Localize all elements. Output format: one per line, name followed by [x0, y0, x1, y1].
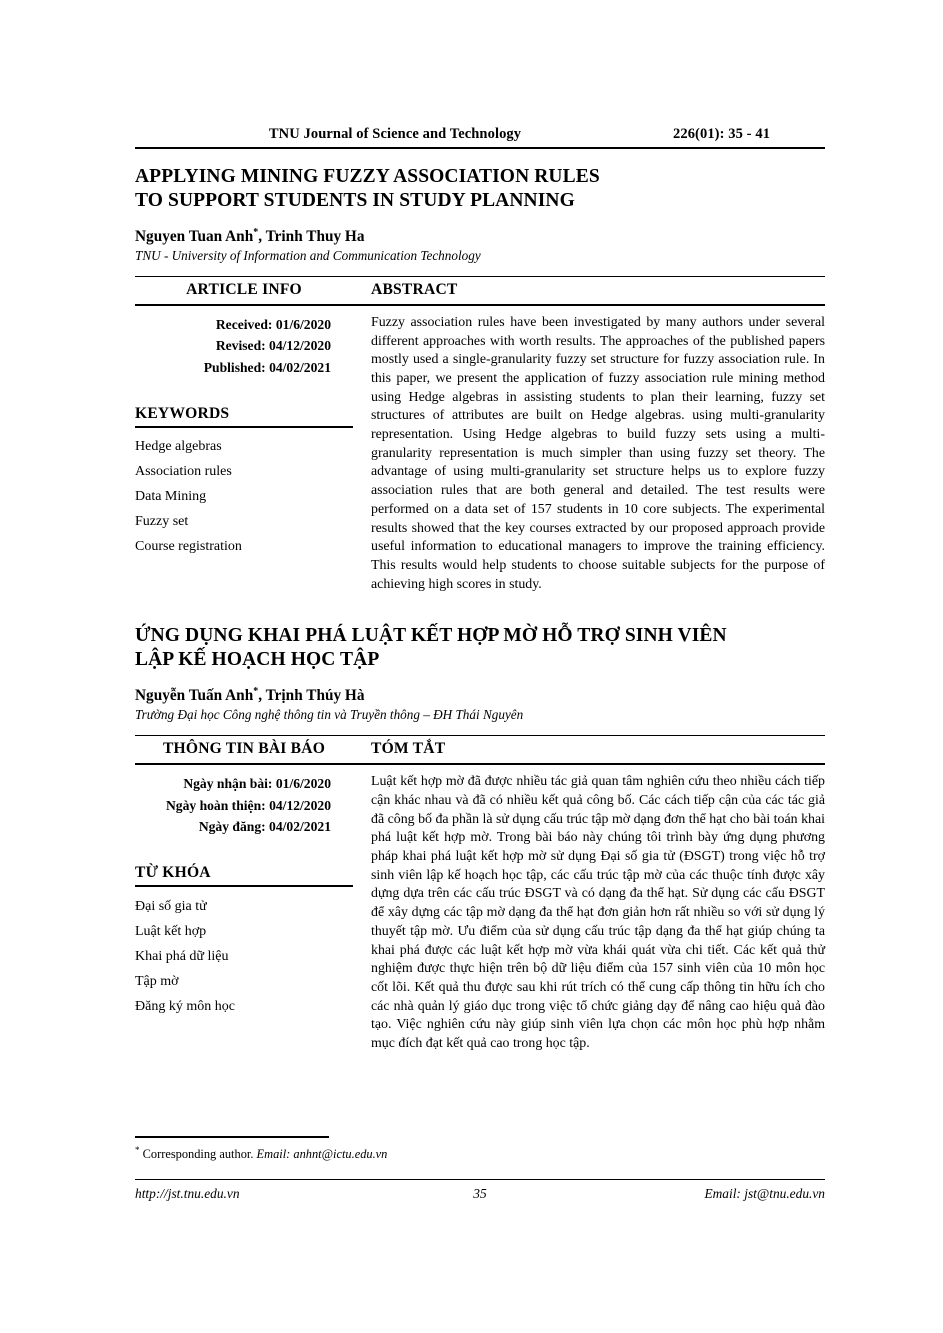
journal-name: TNU Journal of Science and Technology [268, 126, 522, 142]
article-info-header-vi: THÔNG TIN BÀI BÁO [162, 740, 326, 758]
footer-email-label: Email: [704, 1186, 741, 1202]
affiliation-en: TNU - University of Information and Communication Technology [135, 248, 481, 263]
article-info-col-en [135, 314, 367, 595]
keyword-item: Data Mining [135, 489, 207, 505]
authors-en-rest: , Trinh Thuy Ha [258, 227, 365, 245]
running-head-rule [135, 147, 825, 149]
footnote-email[interactable]: anhnt@ictu.edu.vn [293, 1147, 388, 1162]
corresponding-author-note [135, 1138, 825, 1162]
issue-pages: 226(01): 35 - 41 [673, 126, 771, 142]
paper-title-vi-line2: LẬP KẾ HOẠCH HỌC TẬP [135, 649, 380, 671]
authors-vi [135, 686, 825, 705]
footnote-label: Corresponding author. [142, 1147, 254, 1162]
footer-email-block [565, 1186, 825, 1202]
article-info-header-en: ARTICLE INFO [186, 280, 302, 298]
abstract-header-en: ABSTRACT [371, 280, 458, 298]
footer-url[interactable]: http://jst.tnu.edu.vn [135, 1186, 240, 1202]
abstract-header-row-vi [135, 736, 825, 763]
authors-vi-name: Nguyễn Tuấn Anh [135, 687, 254, 705]
authors-en [135, 227, 825, 246]
footer-spacer [135, 1162, 825, 1179]
article-info-col-vi [135, 773, 367, 1054]
date-published-en: Published: 04/02/2021 [203, 360, 331, 376]
date-received-en: Received: 01/6/2020 [215, 316, 331, 332]
page-content [135, 126, 825, 1054]
paper-title-vi [135, 624, 825, 672]
keywords-list-en [135, 428, 353, 560]
date-revised-en: Revised: 04/12/2020 [215, 338, 331, 354]
abstract-body-row-en [135, 306, 825, 595]
paper-title-en-line2: TO SUPPORT STUDENTS IN STUDY PLANNING [135, 189, 575, 211]
date-revised-vi: Ngày hoàn thiện: 04/12/2020 [165, 797, 331, 813]
page-footer [135, 1180, 825, 1202]
authors-vi-rest: , Trịnh Thúy Hà [258, 687, 365, 705]
paper-title-en-line1: APPLYING MINING FUZZY ASSOCIATION RULES [135, 166, 600, 187]
running-head [135, 126, 825, 147]
abstract-header-row-en [135, 277, 825, 304]
abstract-block-en [135, 276, 825, 595]
abstract-col-vi [367, 773, 825, 1054]
corresponding-author-marker-en: * [253, 226, 259, 238]
abstract-block-vi [135, 735, 825, 1054]
dates-list-en [135, 314, 353, 379]
keyword-item: Fuzzy set [135, 514, 189, 530]
keyword-item: Đại số gia tử [135, 898, 207, 914]
keyword-item: Tập mờ [135, 973, 179, 989]
footnote-marker: * [135, 1145, 140, 1155]
keywords-header-vi: TỪ KHÓA [135, 864, 211, 882]
page-footer-area [135, 1136, 825, 1202]
keywords-header-en: KEYWORDS [135, 404, 230, 422]
footer-email[interactable]: jst@tnu.edu.vn [744, 1186, 825, 1202]
footnote-email-label: Email: [256, 1147, 291, 1162]
dates-list-vi [135, 773, 353, 838]
abstract-header-vi: TÓM TẮT [371, 740, 446, 758]
abstract-text-vi: Luật kết hợp mờ đã được nhiều tác giả quan tâm nghiên cứu theo nhiều cách tiếp cận khác nhau và đã có nhiều kết quả công bố. Các cách tiếp cận của các tác giả đã công bố đa phần là sử dụng cấu trúc tập mờ dạng đơn thể hạt cho bài toán khai phá luật kết hợp mờ. Trong bài báo này chúng tôi trình bày ứng dụng phương pháp khai phá luật kết hợp mờ sử dụng Đại số gia tử (ĐSGT) trong việc hỗ trợ sinh viên lập kế hoạch học tập, các cấu trúc tập mờ của các thuộc tính được xây dựng dựa trên các cấu trúc ĐSGT và có dạng đa thể hạt. Sử dụng các cấu ĐSGT để xây dựng các tập mờ dạng đa thể hạt đơn giản hơn rất nhiều so với sử dụng lý thuyết tập mờ. Ưu điểm của sử dụng cấu trúc tập dạng đa thể hạt giúp chúng ta khai phá được các luật kết hợp mờ vừa khái quát vừa chi tiết. Các kết quả thử nghiệm được thực hiện trên bộ dữ liệu điểm của 157 sinh viên của 10 môn học cốt lõi. Kết quả thu được sau khi rút trích có thể cung cấp thông tin hữu ích cho các nhà quản lý giáo dục trong việc tổ chức giảng dạy để nâng cao hiệu quả đào tạo. Việc nghiên cứu này giúp sinh viên lựa chọn các môn học phù hợp nhằm mục đích đạt kết quả cao trong học tập. [371, 774, 825, 1052]
abstract-text-en: Fuzzy association rules have been investigated by many authors under several different approaches with worth results. The approaches of the published papers mostly used a single-granularity fuzzy set structure for fuzzy association rule. In this paper, we present the application of fuzzy association rule mining method using Hedge algebras in assisting students to plan their learning, fuzzy set structures of attributes are built on Hedge algebras. using multi-granularity representation. Using Hedge algebras to build fuzzy sets using a multi-granularity representation is much simpler than using fuzzy set theory. The advantage of using multi-granularity set structure helps us to explore fuzzy association rules that are both general and detailed. The test results were performed on a data set of 157 students in 10 core subjects. The experimental results showed that the key courses extracted by our proposed approach provide useful information to educational managers to improve the training efficiency. This results would help students to choose suitable subjects for the purpose of achieving high scores in study. [371, 314, 825, 592]
keywords-list-vi [135, 887, 353, 1019]
paper-title-vi-line1: ỨNG DỤNG KHAI PHÁ LUẬT KẾT HỢP MỜ HỖ TRỢ SINH VIÊN [135, 625, 727, 647]
date-received-vi: Ngày nhận bài: 01/6/2020 [183, 776, 331, 792]
keyword-item: Hedge algebras [135, 439, 222, 455]
keyword-item: Luật kết hợp [135, 923, 207, 939]
keyword-item: Association rules [135, 464, 232, 480]
date-published-vi: Ngày đăng: 04/02/2021 [198, 819, 331, 835]
affiliation-vi: Trường Đại học Công nghệ thông tin và Truyền thông – ĐH Thái Nguyên [135, 707, 524, 723]
keyword-item: Course registration [135, 539, 242, 555]
paper-title-en [135, 165, 825, 213]
keyword-item: Đăng ký môn học [135, 998, 235, 1014]
corresponding-author-marker-vi: * [253, 685, 259, 697]
abstract-body-row-vi [135, 765, 825, 1054]
footer-page-number: 35 [473, 1186, 487, 1202]
keyword-item: Khai phá dữ liệu [135, 948, 229, 964]
authors-en-name: Nguyen Tuan Anh [135, 227, 254, 245]
abstract-col-en [367, 314, 825, 595]
